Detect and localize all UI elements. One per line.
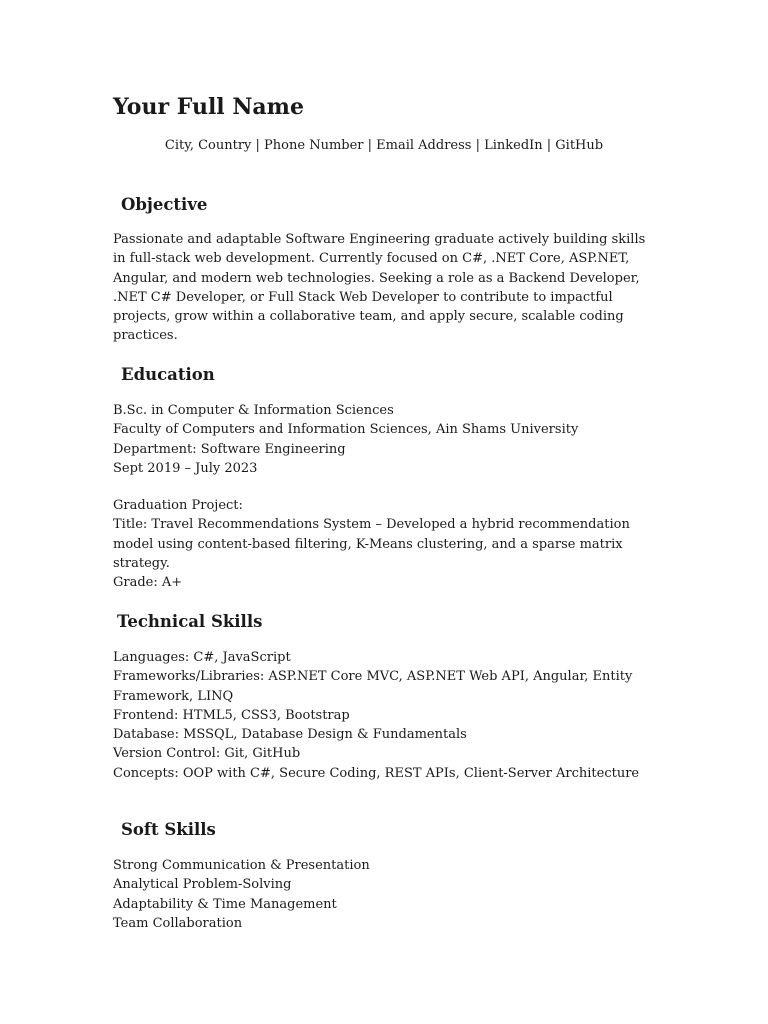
graduation-project-grade: Grade: A+	[113, 575, 183, 591]
education-degree: B.Sc. in Computer & Information Sciences	[113, 403, 394, 418]
education-department: Department: Software Engineering	[113, 441, 346, 457]
soft-skills-heading: Soft Skills	[121, 820, 216, 839]
objective-section	[113, 230, 658, 346]
graduation-project-title: Title: Travel Recommendations System – Developed a hybrid recommendation model using content-based filtering, K-Means clustering, and a sparse matrix strategy.	[113, 517, 630, 571]
skill-item: Version Control: Git, GitHub	[113, 746, 301, 762]
soft-skills-section	[113, 856, 658, 933]
soft-skill-item: Analytical Problem-Solving	[113, 877, 292, 893]
skill-item: Frontend: HTML5, CSS3, Bootstrap	[113, 707, 350, 723]
contact-info: City, Country | Phone Number | Email Address | LinkedIn | GitHub	[164, 138, 604, 153]
skill-item: Database: MSSQL, Database Design & Fundamentals	[113, 727, 467, 743]
soft-skill-item: Adaptability & Time Management	[113, 896, 337, 912]
soft-skill-item: Strong Communication & Presentation	[113, 858, 370, 873]
education-faculty: Faculty of Computers and Information Sciences, Ain Shams University	[113, 422, 579, 438]
education-section	[113, 401, 658, 478]
skill-item: Frameworks/Libraries: ASP.NET Core MVC, ASP.NET Web API, Angular, Entity Framework, LINQ	[113, 669, 633, 704]
objective-text: Passionate and adaptable Software Engineering graduate actively building skills in full-stack web development. Currently focused on C#, .NET Core, ASP.NET, Angular, and modern web technologies. Seeking a role as a Backend Developer, .NET C# Developer, or Full Stack Web Developer to contribute to impactful projects, grow within a collaborative team, and apply secure, scalable coding practices.	[113, 232, 646, 344]
soft-skill-item: Team Collaboration	[113, 915, 243, 931]
education-heading: Education	[121, 365, 215, 384]
graduation-project	[113, 496, 658, 592]
skill-item: Languages: C#, JavaScript	[113, 650, 291, 665]
skill-item: Concepts: OOP with C#, Secure Coding, REST APIs, Client-Server Architecture	[113, 765, 640, 781]
full-name: Your Full Name	[113, 94, 304, 120]
technical-skills-heading: Technical Skills	[117, 612, 263, 631]
technical-skills-section	[113, 648, 658, 783]
graduation-project-label: Graduation Project:	[113, 498, 243, 513]
objective-heading: Objective	[121, 195, 208, 214]
education-dates: Sept 2019 – July 2023	[113, 460, 258, 476]
